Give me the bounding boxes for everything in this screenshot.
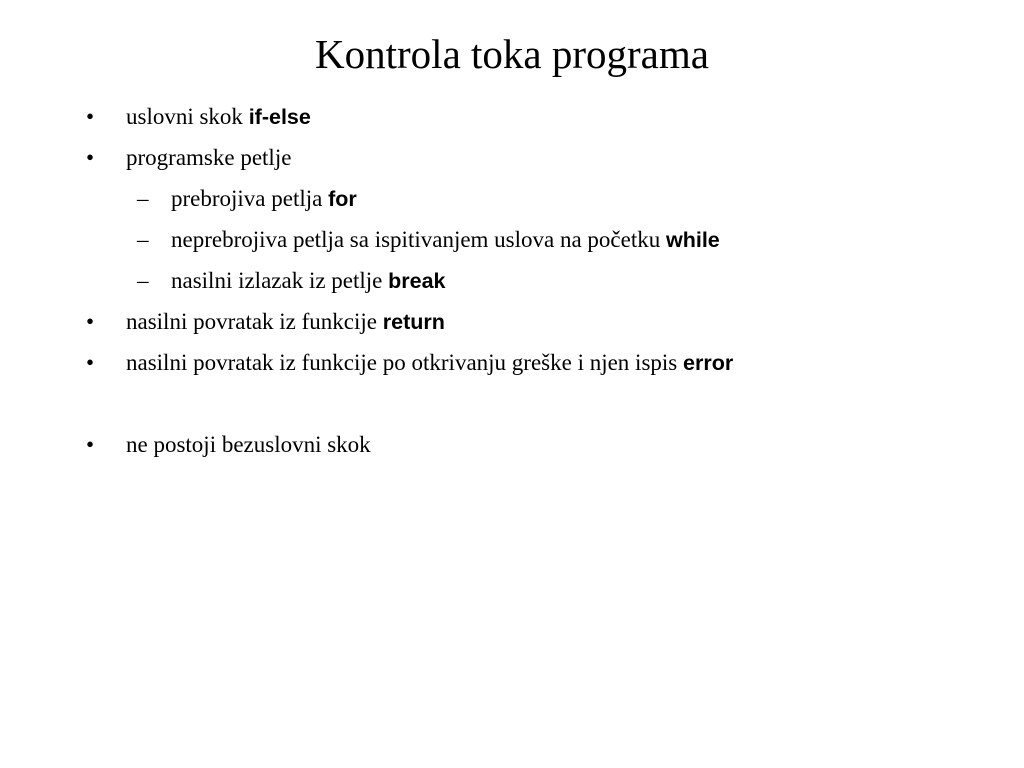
sub-item-text	[171, 180, 357, 218]
item-label: ne postoji bezuslovni skok	[126, 432, 371, 457]
keyword: for	[328, 187, 357, 211]
bullet-icon: •	[86, 145, 95, 170]
dash-icon: –	[137, 227, 149, 252]
sub-item-text	[171, 221, 720, 259]
bullet-text	[126, 426, 371, 464]
slide-title: Kontrola toka programa	[315, 31, 709, 77]
item-label: neprebrojiva petlja sa ispitivanjem uslova na početku	[171, 227, 666, 252]
sub-item-text	[171, 262, 446, 300]
bullet-icon: •	[86, 309, 95, 334]
bullet-icon: •	[86, 350, 95, 375]
keyword: error	[683, 351, 734, 375]
item-label: programske petlje	[126, 145, 292, 170]
bullet-text	[126, 98, 311, 136]
item-label: nasilni povratak iz funkcije po otkrivanju greške i njen ispis	[126, 350, 683, 375]
keyword: break	[388, 269, 446, 293]
keyword: if-else	[248, 105, 311, 129]
item-label: prebrojiva petlja	[171, 186, 329, 211]
item-label: nasilni povratak iz funkcije	[126, 309, 383, 334]
bullet-text	[126, 139, 291, 177]
bullet-icon: •	[86, 104, 95, 129]
keyword: return	[382, 310, 445, 334]
keyword: while	[666, 228, 720, 252]
bullet-icon: •	[86, 432, 95, 457]
dash-icon: –	[137, 186, 149, 211]
bullet-text	[126, 344, 733, 382]
item-label: uslovni skok	[126, 104, 249, 129]
bullet-text	[126, 303, 445, 341]
dash-icon: –	[137, 268, 149, 293]
item-label: nasilni izlazak iz petlje	[171, 268, 389, 293]
